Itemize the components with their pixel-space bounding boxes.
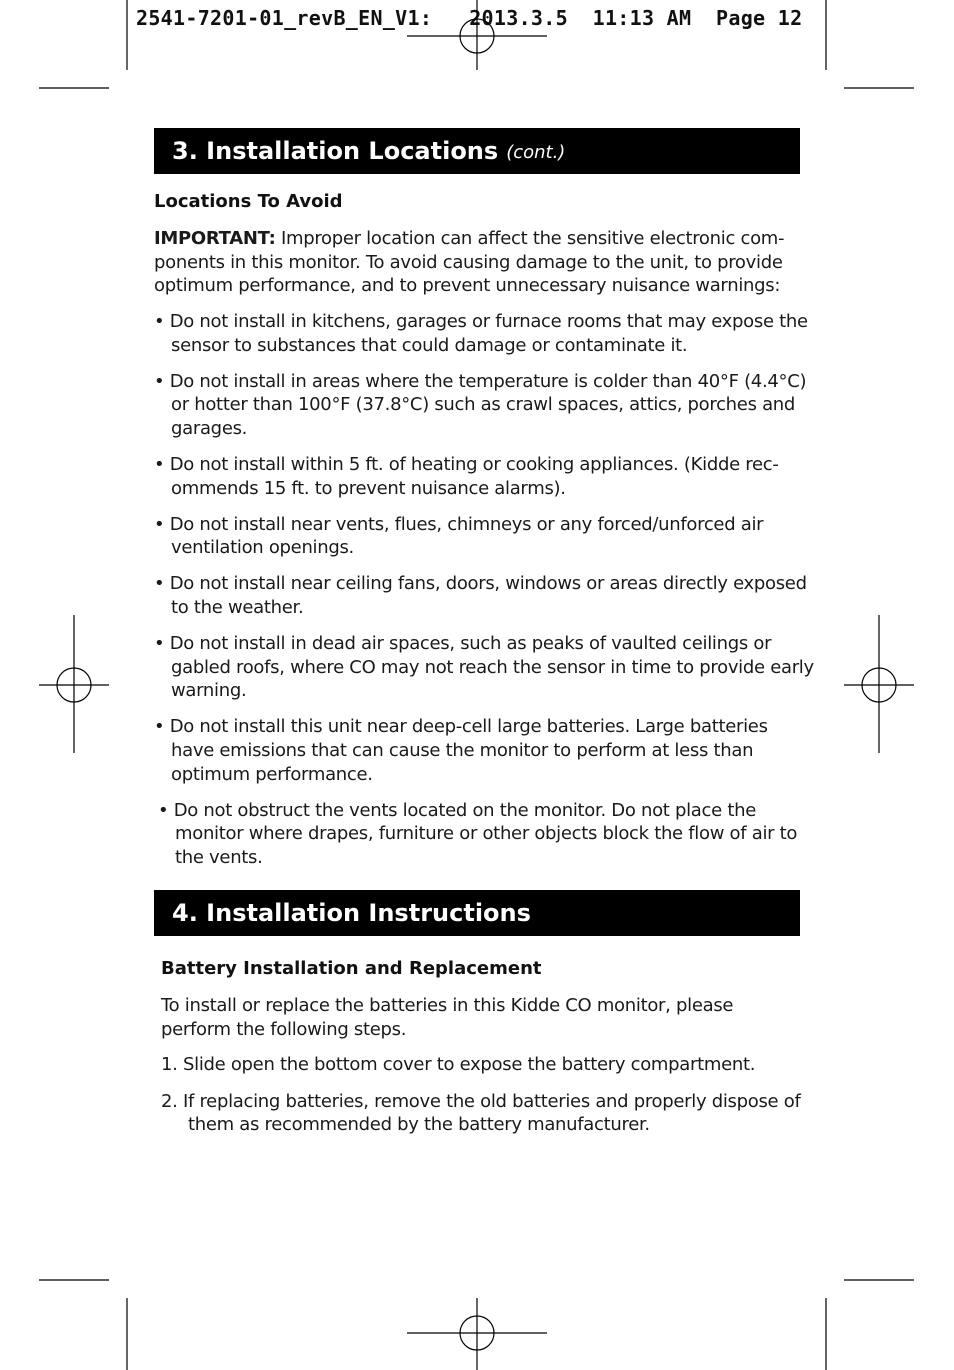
important-label: IMPORTANT: bbox=[154, 228, 276, 249]
section-3-title-suffix: (cont.) bbox=[506, 142, 566, 163]
list-item: • Do not obstruct the vents located on the monitor. Do not place the monitor where drapes, furniture or other objects block the flow of air to the vents. bbox=[158, 799, 798, 868]
print-slug-line: 2541-7201-01_revB_EN_V1: 2013.3.5 11:13 AM Page 12 bbox=[136, 6, 803, 30]
list-item: • Do not install this unit near deep-cell large batteries. Large batteries have emissions that can cause the monitor to perform at less than optimum performance. bbox=[154, 716, 768, 785]
list-item: 1. Slide open the bottom cover to expose the battery compartment. bbox=[161, 1054, 756, 1075]
list-item: 2. If replacing batteries, remove the old batteries and properly dispose of them as recommended by the battery manufacturer. bbox=[161, 1090, 801, 1136]
section-4-title: 4. Installation Instructions bbox=[172, 899, 531, 927]
section-3-header bbox=[154, 128, 800, 174]
battery-steps-list bbox=[161, 1053, 831, 1150]
list-item: • Do not install in dead air spaces, such as peaks of vaulted ceilings or gabled roofs, where CO may not reach the sensor in time to provide early warning. bbox=[154, 633, 814, 702]
list-item: • Do not install within 5 ft. of heating or cooking appliances. (Kidde rec-ommends 15 ft. to prevent nuisance alarms). bbox=[154, 453, 779, 499]
list-item: • Do not install in areas where the temperature is colder than 40°F (4.4°C) or hotter than 100°F (37.8°C) such as crawl spaces, attics, porches and garages. bbox=[154, 370, 807, 439]
important-notice bbox=[154, 227, 814, 298]
section-4-header bbox=[154, 890, 800, 936]
locations-to-avoid-list bbox=[154, 310, 814, 882]
locations-to-avoid-heading: Locations To Avoid bbox=[154, 191, 343, 212]
list-item: • Do not install near ceiling fans, doors, windows or areas directly exposed to the weather. bbox=[154, 573, 807, 618]
list-item: • Do not install in kitchens, garages or furnace rooms that may expose the sensor to substances that could damage or contaminate it. bbox=[154, 311, 808, 356]
important-text: Improper location can affect the sensitive electronic com-ponents in this monitor. To avoid causing damage to the unit, to provide optimum performance, and to prevent unnecessary nuisance warnings: bbox=[154, 228, 785, 297]
battery-installation-heading: Battery Installation and Replacement bbox=[161, 958, 542, 979]
battery-intro: To install or replace the batteries in this Kidde CO monitor, please perform the following steps. bbox=[161, 995, 734, 1040]
section-3-title: 3. Installation Locations bbox=[172, 137, 499, 165]
list-item: • Do not install near vents, flues, chimneys or any forced/unforced air ventilation openings. bbox=[154, 513, 764, 559]
